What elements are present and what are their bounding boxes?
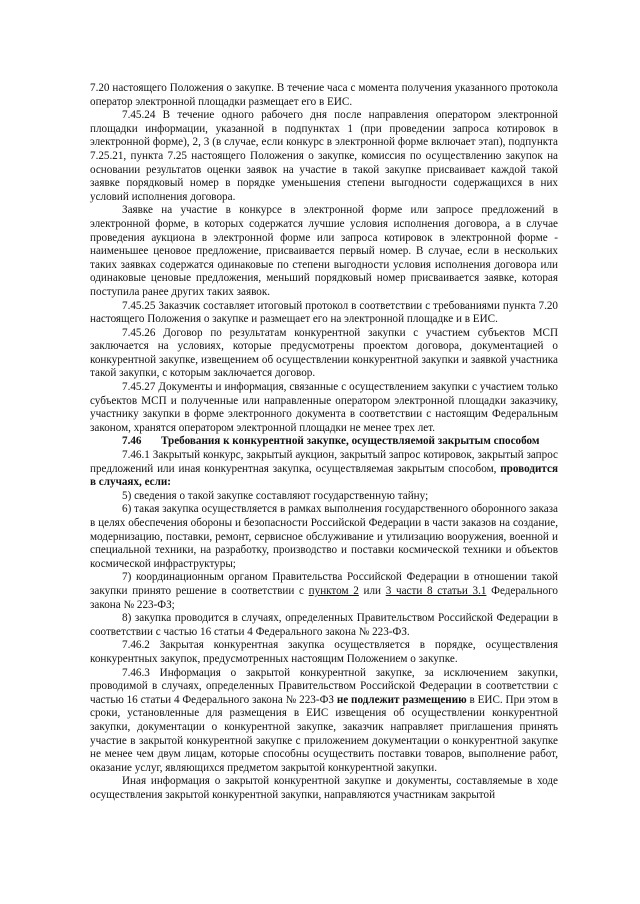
list-item-8: 8) закупка проводится в случаях, определенных Правительством Российской Федерации в соответствии с частью 16 статьи 4 Федерального закона № 223-ФЗ.: [90, 612, 558, 638]
list-item-7-or: или: [358, 584, 386, 597]
paragraph-7-46-3-bold: не подлежит размещению: [336, 693, 467, 706]
section-number: 7.46: [122, 435, 142, 448]
list-item-6: 6) такая закупка осуществляется в рамках выполнения государственного оборонного заказа в целях обеспечения обороны и безопасности Российской Федерации в части заказов на создание, модернизацию, поставки, ремонт, сервисное обслуживание и утилизацию вооружения, военной и специальной техники, на разработку, производство и поставки космической техники и объектов космической инфраструктуры;: [90, 503, 558, 570]
list-item-7: [90, 571, 558, 612]
paragraph-7-46-1-bold: проводится в случаях, если:: [90, 462, 558, 489]
paragraph-7-45-23-end: 7.20 настоящего Положения о закупке. В течение часа с момента получения указанного протокола оператор электронной площадки размещает его в ЕИС.: [90, 82, 558, 108]
paragraph-7-45-26: 7.45.26 Договор по результатам конкурентной закупки с участием субъектов МСП заключается на условиях, которые предусмотрены проектом договора, документацией о конкурентной закупке, извещением об осуществлении конкурентной закупки и заявкой участника такой закупки, с которым заключается договор.: [90, 326, 558, 380]
paragraph-7-46-3: [90, 667, 558, 776]
paragraph-7-45-25: 7.45.25 Заказчик составляет итоговый протокол в соответствии с требованиями пункта 7.20 настоящего Положения о закупке и размещает его на электронной площадке и в ЕИС.: [90, 299, 558, 326]
document-body: [90, 82, 558, 802]
link-punkt-2[interactable]: пунктом 2: [308, 584, 359, 597]
paragraph-7-46-1-text: 7.46.1 Закрытый конкурс, закрытый аукцион, закрытый запрос котировок, закрытый запрос предложений или иная конкурентная закупка, осуществляемая закрытым способом,: [90, 449, 558, 475]
paragraph-7-46-3-tail: в ЕИС. При этом в сроки, установленные для размещения в ЕИС извещения об осуществлении конкурентной закупки, документации о конкурентной закупке, заказчик направляет приглашения принять участие в закрытой конкурентной закупке с приложением документации о конкурентной закупке не менее чем двум лицам, которые способны осуществить поставки товаров, выполнение работ, оказание услуг, являющихся предметом закрытой конкурентной закупки.: [90, 693, 558, 774]
list-item-7-text: 7) координационным органом Правительства Российской Федерации в отношении такой закупки принято решение в соответствии с: [90, 571, 558, 597]
paragraph-7-46-1: [90, 449, 558, 490]
link-chast-8-statya-3-1[interactable]: 3 части 8 статьи 3.1: [385, 584, 487, 597]
section-heading-7-46: [90, 435, 558, 449]
paragraph-7-45-27: 7.45.27 Документы и информация, связанные с осуществлением закупки с участием только субъектов МСП и полученные или направленные оператором электронной площадки заказчику, участнику закупки в форме электронного документа в соответствии с настоящим Федеральным законом, хранятся оператором электронной площадки не менее трех лет.: [90, 381, 558, 434]
paragraph-other-info: Иная информация о закрытой конкурентной закупке и документы, составляемые в ходе осуществления закрытой конкурентной закупки, направляются участникам закрытой: [90, 775, 558, 801]
list-item-5: 5) сведения о такой закупке составляют государственную тайну;: [122, 489, 429, 502]
paragraph-numbering-rule: Заявке на участие в конкурсе в электронной форме или запросе предложений в электронной форме, в которых содержатся лучшие условия исполнения договора, а в случае проведения аукциона в электронной форме или запроса котировок в электронной форме - наименьшее ценовое предложение, присваивается первый номер. В случае, если в нескольких таких заявках содержатся одинаковые по степени выгодности условия исполнения договора или одинаковые ценовые предложения, меньший порядковый номер присваивается заявке, которая поступила ранее других таких заявок.: [90, 204, 558, 298]
paragraph-7-45-24: 7.45.24 В течение одного рабочего дня после направления оператором электронной площадки информации, указанной в подпунктах 1 (при проведении запроса котировок в электронной форме), 2, 3 (в случае, если конкурс в электронной форме включает этап), подпункта 7.25.21, пункта 7.25 настоящего Положения о закупке, комиссия по осуществлению закупок на основании результатов оценки заявок на участие в такой закупке присваивает каждой такой заявке порядковый номер в порядке уменьшения степени выгодности содержащихся в них условий исполнения договора.: [90, 109, 558, 203]
section-title: Требования к конкурентной закупке, осуществляемой закрытым способом: [161, 435, 540, 448]
list-item-7-tail: Федерального закона № 223-ФЗ;: [90, 584, 558, 611]
paragraph-7-46-3-text: 7.46.3 Информация о закрытой конкурентной закупке, за исключением закупки, проводимой в случаях, определенных Правительством Российской Федерации в соответствии с частью 16 статьи 4 Федерального закона № 223-ФЗ: [90, 666, 558, 706]
paragraph-7-46-2: 7.46.2 Закрытая конкурентная закупка осуществляется в порядке, осуществления конкурентных закупок, предусмотренных настоящим Положением о закупке.: [90, 639, 558, 665]
